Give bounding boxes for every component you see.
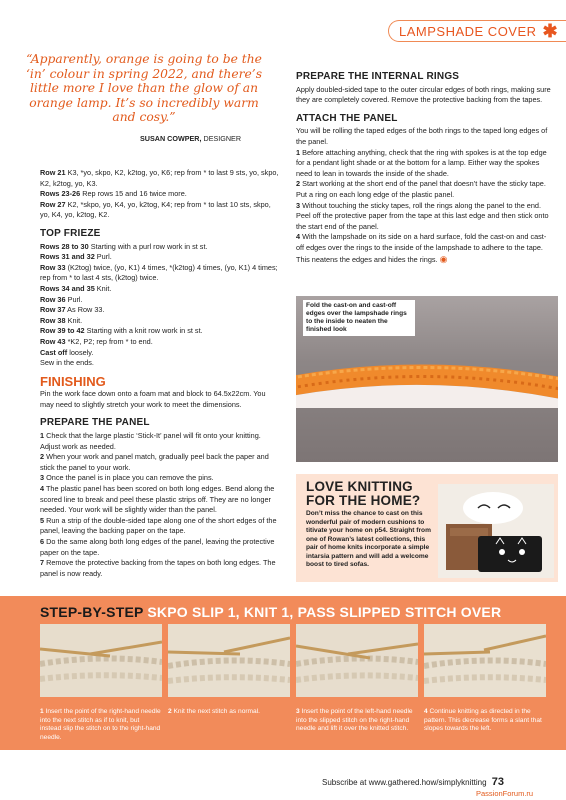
step-card	[168, 624, 290, 717]
section-title: LAMPSHADE COVER	[399, 23, 537, 39]
page-number: 73	[491, 776, 505, 788]
step-text: 4 Continue knitting as directed in the pattern. This decrease forms a slant that slopes towards the left.	[424, 708, 542, 733]
photo-caption: Fold the cast-on and cast-off edges over the lampshade rings to the inside to neaten the finished look	[303, 300, 415, 336]
step-card	[296, 624, 418, 734]
attach-heading: ATTACH THE PANEL	[296, 112, 398, 124]
pattern-row: Row 27 K2, *skpo, yo, K4, yo, k2tog, K4; rep from * to last 10 sts, skpo, yo, K4, yo, k2tog, K2.	[40, 199, 271, 220]
step-photo	[424, 624, 546, 697]
promo-box	[296, 474, 558, 582]
step-text: 3 Insert the point of the left-hand needle into the slipped stitch on the right-hand needle and lift it over the knitted stitch.	[296, 708, 413, 733]
pattern-row: Rows 28 to 30 Starting with a purl row work in st st.	[40, 241, 208, 251]
pattern-row: Row 38 Knit.	[40, 315, 83, 325]
promo-text: Don’t miss the chance to cast on this wonderful pair of modern cushions to titivate your home on p54. Straight from one of Rowan’s latest collections, this pair of home knits incorporate a simple intarsia pattern and will add a welcome boost to tired sofas.	[306, 510, 431, 568]
attach-step: 1 Before attaching anything, check that the ring with spokes is at the top edge for a pendant light shade or at the bottom for a lamp. Either way the spokes need to lean in towards the inside of the shade.	[296, 147, 547, 178]
subscribe-link[interactable]: Subscribe at www.gathered.how/simplyknitting	[322, 778, 487, 787]
attach-step: 2 Start working at the short end of the panel that doesn’t have the sticky tape. Put a ring on each long edge of the plastic panel.	[296, 179, 546, 199]
pattern-row: Rows 34 and 35 Knit.	[40, 283, 112, 293]
rings-heading: PREPARE THE INTERNAL RINGS	[296, 71, 460, 82]
step-card	[40, 624, 162, 742]
step-card	[424, 624, 546, 734]
pattern-column-left	[40, 168, 280, 579]
page-footer	[322, 776, 504, 788]
top-frieze-heading: TOP FRIEZE	[40, 227, 101, 239]
step-photo	[40, 624, 162, 697]
finishing-text: Pin the work face down onto a foam mat and block to 64.5x22cm. You may need to slightly stretch your work to meet the dimensions.	[40, 389, 266, 409]
pattern-row: Row 33 (K2tog) twice, (yo, K1) 4 times, *(k2tog) 4 times, (yo, K1) 4 times; rep from * to last 4 sts, (k2tog) twice.	[40, 262, 278, 283]
step-photo	[168, 624, 290, 697]
quote-text: “Apparently, orange is going to be the ‘in’ colour in spring 2022, and there’s little more I love than the glow of an orange lamp. It’s so incredibly warm and cosy.”	[25, 52, 263, 124]
pattern-row: Row 43 *K2, P2; rep from * to end.	[40, 336, 153, 346]
panel-step: 3 Once the panel is in place you can remove the pins.	[40, 473, 214, 483]
pattern-row: Rows 23-26 Rep rows 15 and 16 twice more.	[40, 189, 187, 199]
pattern-row: Row 39 to 42 Starting with a knit row work in st st.	[40, 326, 203, 336]
cushion-photo	[438, 484, 554, 578]
quote-author	[140, 134, 241, 143]
panel-step: 6 Do the same along both long edges of the panel, leaving the protective paper on the tape.	[40, 537, 275, 557]
pattern-row: Cast off loosely.	[40, 347, 94, 357]
quote-author-name: SUSAN COWPER,	[140, 134, 202, 143]
panel-step: 2 When your work and panel match, gradually peel back the paper and stick the panel to your work.	[40, 452, 269, 472]
attach-step: 3 Without touching the sticky tapes, roll the rings along the panel to the end. Peel off the protective paper from the tape at this last edge and then stick onto the start end of the panel.	[296, 200, 549, 231]
attach-intro: You will be rolling the taped edges of the both rings to the taped long edges of the panel.	[296, 126, 548, 146]
attach-step: 4 With the lampshade on its side on a hard surface, fold the cast-on and cast-off edges over the rings to the inside of the lampshade to adhere to the tape. This neatens the edges and hides the rings. ◉	[296, 232, 547, 264]
panel-step: 5 Run a strip of the double-sided tape along one of the short edges of the panel, leaving the backing paper on the tape.	[40, 515, 277, 536]
knitted-rim-illustration	[296, 348, 558, 408]
pattern-row: Row 37 As Row 33.	[40, 305, 105, 315]
pattern-row: Row 36 Purl.	[40, 294, 83, 304]
finishing-heading: FINISHING	[40, 373, 106, 389]
watermark: PassionForum.ru	[476, 789, 534, 798]
pattern-row: Sew in the ends.	[40, 358, 94, 368]
rings-text: Apply doubled-sided tape to the outer circular edges of both rings, making sure they are completely covered. Remove the protective backing from the tapes.	[296, 84, 551, 105]
end-mark-icon: ◉	[439, 253, 448, 264]
pattern-row: Rows 31 and 32 Purl.	[40, 252, 112, 262]
panel-step: 4 The plastic panel has been scored on both long edges. Bend along the scored line to break and peel these plastic strips off. They are no longer needed. Your work will be slightly wider than the panel.	[40, 484, 275, 515]
prepare-panel-heading: PREPARE THE PANEL	[40, 417, 150, 429]
pattern-row: Row 21 K3, *yo, skpo, K2, k2tog, yo, K6; rep from * to last 9 sts, yo, skpo, K2, k2tog, yo, K3.	[40, 168, 279, 188]
asterisk-icon: ✱	[542, 21, 558, 41]
section-tab	[388, 20, 566, 42]
panel-step: 7 Remove the protective backing from the tapes on both long edges. The panel is now ready.	[40, 558, 276, 578]
step-by-step-title: STEP-BY-STEP SKPO SLIP 1, KNIT 1, PASS SLIPPED STITCH OVER	[40, 604, 502, 620]
promo-title: LOVE KNITTING FOR THE HOME?	[306, 479, 421, 508]
designer-quote	[8, 52, 280, 162]
pattern-column-right	[296, 72, 552, 265]
step-text: 1 Insert the point of the right-hand needle into the next stitch as if to knit, but instead slip the stitch on to the right-hand needle.	[40, 708, 161, 741]
panel-step: 1 Check that the large plastic ‘Stick-It’ panel will fit onto your knitting. Adjust work as needed.	[40, 431, 261, 451]
step-text: 2 Knit the next stitch as normal.	[168, 708, 261, 715]
quote-author-role: DESIGNER	[203, 134, 242, 143]
step-photo	[296, 624, 418, 697]
